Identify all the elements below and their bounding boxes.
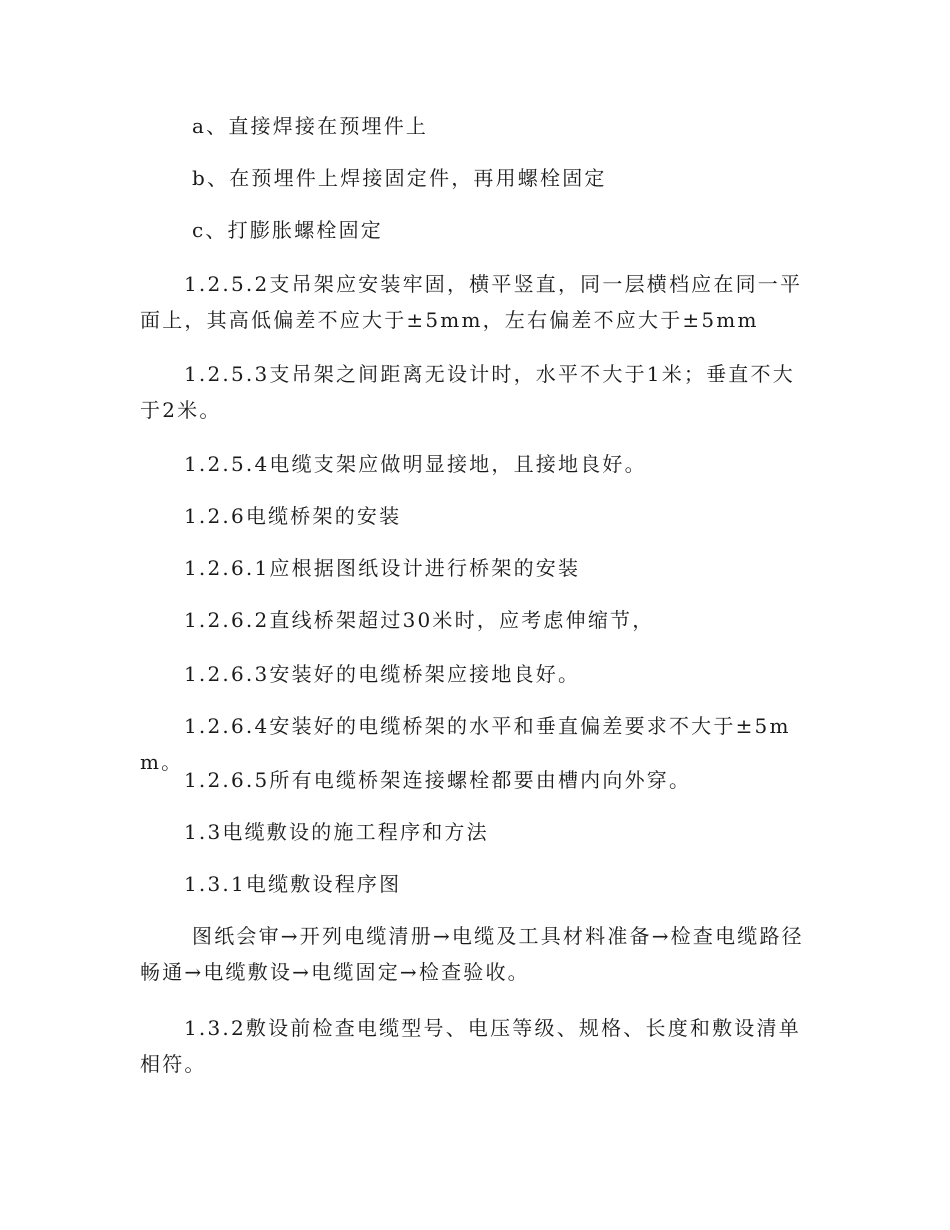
paragraph-1-2-5-4: 1.2.5.4电缆支架应做明显接地，且接地良好。 — [184, 452, 647, 476]
paragraph-1-2-6-4: 1.2.6.4安装好的电缆桥架的水平和垂直偏差要求不大于±5mm。 — [140, 714, 791, 774]
paragraph-1-2-6-2: 1.2.6.2直线桥架超过30米时，应考虑伸缩节， — [184, 608, 655, 632]
paragraph-1-2-6: 1.2.6电缆桥架的安装 — [184, 504, 402, 528]
paragraph-flow-sequence: 图纸会审→开列电缆清册→电缆及工具材料准备→检查电缆路径畅通→电缆敷设→电缆固定→检查验收。 — [140, 924, 804, 984]
paragraph-1-3: 1.3电缆敷设的施工程序和方法 — [184, 820, 489, 844]
paragraph-item-a: a、直接焊接在预埋件上 — [192, 114, 429, 138]
paragraph-1-2-5-2: 1.2.5.2支吊架应安装牢固，横平竖直，同一层横档应在同一平面上，其高低偏差不应大于±5mm，左右偏差不应大于±5mm — [140, 272, 803, 332]
paragraph-1-3-2: 1.3.2敷设前检查电缆型号、电压等级、规格、长度和敷设清单相符。 — [140, 1016, 801, 1076]
paragraph-1-2-6-1: 1.2.6.1应根据图纸设计进行桥架的安装 — [184, 556, 581, 580]
paragraph-item-c: c、打膨胀螺栓固定 — [192, 218, 384, 242]
paragraph-1-2-5-3: 1.2.5.3支吊架之间距离无设计时，水平不大于1米；垂直不大于2米。 — [140, 362, 795, 422]
paragraph-1-2-6-3: 1.2.6.3安装好的电缆桥架应接地良好。 — [184, 662, 581, 686]
paragraph-1-2-6-5: 1.2.6.5所有电缆桥架连接螺栓都要由槽内向外穿。 — [184, 768, 692, 792]
paragraph-item-b: b、在预埋件上焊接固定件，再用螺栓固定 — [192, 166, 607, 190]
paragraph-1-3-1: 1.3.1电缆敷设程序图 — [184, 872, 402, 896]
